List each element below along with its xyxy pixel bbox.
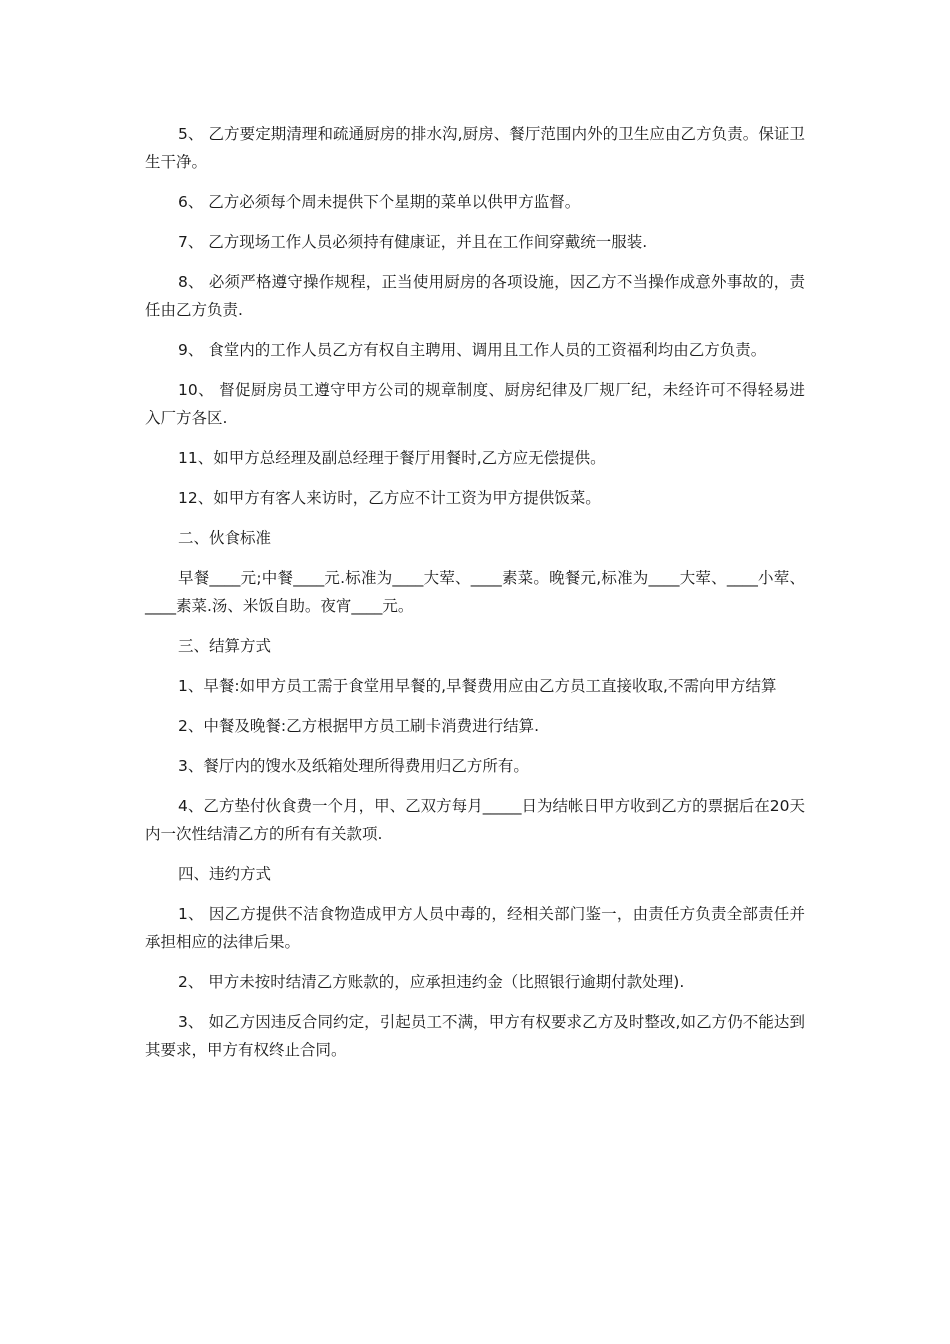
clause-7: 7、 乙方现场工作人员必须持有健康证，并且在工作间穿戴统一服装.: [178, 233, 648, 251]
settlement-clause-1: 1、早餐:如甲方员工需于食堂用早餐的,早餐费用应由乙方员工直接收取,不需向甲方结算: [178, 677, 777, 695]
clause-6: 6、 乙方必须每个周未提供下个星期的菜单以供甲方监督。: [178, 193, 581, 211]
section-heading-breach: 四、违约方式: [178, 865, 272, 883]
clause-10: 10、 督促厨房员工遵守甲方公司的规章制度、厨房纪律及厂规厂纪，未经许可不得轻易进入厂方各区.: [145, 381, 805, 427]
settlement-clause-4: 4、乙方垫付伙食费一个月，甲、乙双方每月_____日为结帐日甲方收到乙方的票据后在20天内一次性结清乙方的所有有关款项.: [145, 797, 805, 843]
meal-standard-text: 早餐____元;中餐____元.标准为____大荤、____素菜。晚餐元,标准为____大荤、____小荤、____素菜.汤、米饭自助。夜宵____元。: [145, 569, 805, 615]
document-body: [145, 120, 805, 1076]
breach-clause-3: 3、 如乙方因违反合同约定，引起员工不满，甲方有权要求乙方及时整改,如乙方仍不能达到其要求，甲方有权终止合同。: [145, 1013, 805, 1059]
section-heading-meal-standard: 二、伙食标准: [178, 529, 272, 547]
breach-clause-1: 1、 因乙方提供不洁食物造成甲方人员中毒的，经相关部门鉴一，由责任方负责全部责任并承担相应的法律后果。: [145, 905, 805, 951]
clause-11: 11、如甲方总经理及副总经理于餐厅用餐时,乙方应无偿提供。: [178, 449, 606, 467]
clause-12: 12、如甲方有客人来访时，乙方应不计工资为甲方提供饭菜。: [178, 489, 601, 507]
clause-9: 9、 食堂内的工作人员乙方有权自主聘用、调用且工作人员的工资福利均由乙方负责。: [178, 341, 767, 359]
section-heading-settlement: 三、结算方式: [178, 637, 272, 655]
settlement-clause-3: 3、餐厅内的馊水及纸箱处理所得费用归乙方所有。: [178, 757, 529, 775]
clause-8: 8、 必须严格遵守操作规程，正当使用厨房的各项设施，因乙方不当操作成意外事故的，责任由乙方负责.: [145, 273, 805, 319]
settlement-clause-2: 2、中餐及晚餐:乙方根据甲方员工刷卡消费进行结算.: [178, 717, 540, 735]
breach-clause-2: 2、 甲方未按时结清乙方账款的，应承担违约金（比照银行逾期付款处理).: [178, 973, 685, 991]
clause-5: 5、 乙方要定期清理和疏通厨房的排水沟,厨房、餐厅范围内外的卫生应由乙方负责。保证卫生干净。: [145, 125, 805, 171]
